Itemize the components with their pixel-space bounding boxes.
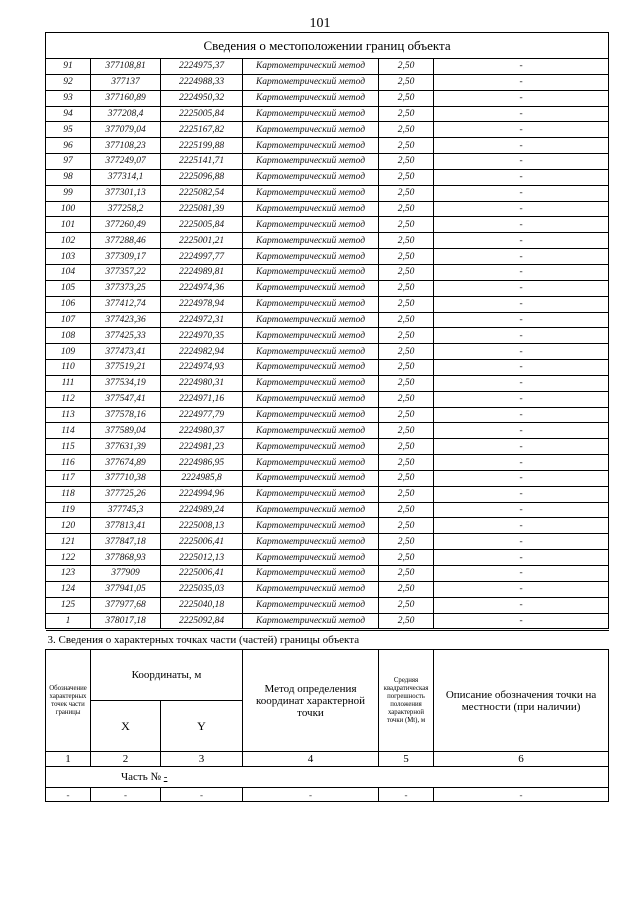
point-number: 106 — [46, 296, 91, 312]
description-cell: - — [434, 407, 609, 423]
coord-x: 377258,2 — [91, 201, 161, 217]
method-cell: Картометрический метод — [243, 217, 379, 233]
coord-x: 377309,17 — [91, 249, 161, 265]
method-cell: Картометрический метод — [243, 360, 379, 376]
table-row — [46, 312, 609, 328]
description-cell: - — [434, 249, 609, 265]
method-cell: Картометрический метод — [243, 138, 379, 154]
accuracy-cell: 2,50 — [379, 185, 434, 201]
coord-x: 377373,25 — [91, 280, 161, 296]
description-cell: - — [434, 312, 609, 328]
description-cell: - — [434, 470, 609, 486]
dash-cell: - — [379, 788, 434, 802]
coord-y: 2225012,13 — [161, 550, 243, 566]
accuracy-cell: 2,50 — [379, 169, 434, 185]
point-number: 97 — [46, 154, 91, 170]
section3-table — [45, 630, 609, 802]
table-row — [46, 185, 609, 201]
coord-y: 2225141,71 — [161, 154, 243, 170]
description-cell: - — [434, 360, 609, 376]
method-cell: Картометрический метод — [243, 391, 379, 407]
description-cell: - — [434, 59, 609, 75]
method-cell: Картометрический метод — [243, 439, 379, 455]
point-number: 100 — [46, 201, 91, 217]
table-row — [46, 296, 609, 312]
coord-x: 377473,41 — [91, 344, 161, 360]
table-row — [46, 344, 609, 360]
part-value: - — [163, 771, 168, 783]
description-cell: - — [434, 280, 609, 296]
table-row — [46, 470, 609, 486]
accuracy-cell: 2,50 — [379, 154, 434, 170]
point-number: 93 — [46, 90, 91, 106]
description-cell: - — [434, 613, 609, 629]
coord-x: 377589,04 — [91, 423, 161, 439]
coord-y: 2224981,23 — [161, 439, 243, 455]
point-number: 116 — [46, 455, 91, 471]
col-coords-header: Координаты, м — [91, 650, 243, 701]
point-number: 123 — [46, 566, 91, 582]
col-num-1: 1 — [46, 752, 91, 767]
coord-x: 377941,05 — [91, 581, 161, 597]
point-number: 108 — [46, 328, 91, 344]
point-number: 121 — [46, 534, 91, 550]
method-cell: Картометрический метод — [243, 486, 379, 502]
method-cell: Картометрический метод — [243, 154, 379, 170]
accuracy-cell: 2,50 — [379, 138, 434, 154]
accuracy-cell: 2,50 — [379, 264, 434, 280]
accuracy-cell: 2,50 — [379, 360, 434, 376]
accuracy-cell: 2,50 — [379, 74, 434, 90]
table-row — [46, 138, 609, 154]
coord-x: 377745,3 — [91, 502, 161, 518]
coord-x: 377534,19 — [91, 375, 161, 391]
method-cell: Картометрический метод — [243, 296, 379, 312]
description-cell: - — [434, 154, 609, 170]
table-row — [46, 264, 609, 280]
coord-y: 2225082,54 — [161, 185, 243, 201]
coord-x: 377357,22 — [91, 264, 161, 280]
col-y-header: Y — [161, 701, 243, 752]
col-num-4: 4 — [243, 752, 379, 767]
description-cell: - — [434, 502, 609, 518]
method-cell: Картометрический метод — [243, 59, 379, 75]
description-cell: - — [434, 391, 609, 407]
col-method-header: Метод определения координат характерной точки — [243, 650, 379, 752]
table-row — [46, 90, 609, 106]
point-number: 1 — [46, 613, 91, 629]
coord-x: 377725,26 — [91, 486, 161, 502]
coord-y: 2224994,96 — [161, 486, 243, 502]
coord-x: 377412,74 — [91, 296, 161, 312]
method-cell: Картометрический метод — [243, 122, 379, 138]
col-desc-header: Описание обозначения точки на местности (при наличии) — [434, 650, 609, 752]
method-cell: Картометрический метод — [243, 407, 379, 423]
method-cell: Картометрический метод — [243, 344, 379, 360]
table-row — [46, 534, 609, 550]
coord-y: 2225199,88 — [161, 138, 243, 154]
accuracy-cell: 2,50 — [379, 233, 434, 249]
accuracy-cell: 2,50 — [379, 518, 434, 534]
point-number: 113 — [46, 407, 91, 423]
point-number: 102 — [46, 233, 91, 249]
description-cell: - — [434, 122, 609, 138]
table-row — [46, 407, 609, 423]
table-row — [46, 360, 609, 376]
method-cell: Картометрический метод — [243, 613, 379, 629]
dash-cell: - — [434, 788, 609, 802]
col-x-header: X — [91, 701, 161, 752]
table-row — [46, 455, 609, 471]
part-label: Часть № — [121, 771, 161, 783]
table-row — [46, 280, 609, 296]
description-cell: - — [434, 328, 609, 344]
coord-y: 2224978,94 — [161, 296, 243, 312]
method-cell: Картометрический метод — [243, 581, 379, 597]
table-row — [46, 581, 609, 597]
coord-x: 377710,38 — [91, 470, 161, 486]
accuracy-cell: 2,50 — [379, 566, 434, 582]
accuracy-cell: 2,50 — [379, 502, 434, 518]
table-row — [46, 201, 609, 217]
method-cell: Картометрический метод — [243, 280, 379, 296]
accuracy-cell: 2,50 — [379, 122, 434, 138]
method-cell: Картометрический метод — [243, 90, 379, 106]
accuracy-cell: 2,50 — [379, 59, 434, 75]
coord-y: 2224982,94 — [161, 344, 243, 360]
description-cell: - — [434, 264, 609, 280]
point-number: 119 — [46, 502, 91, 518]
table-row — [46, 122, 609, 138]
col-num-5: 5 — [379, 752, 434, 767]
table-row — [46, 597, 609, 613]
coord-y: 2224986,95 — [161, 455, 243, 471]
method-cell: Картометрический метод — [243, 423, 379, 439]
accuracy-cell: 2,50 — [379, 328, 434, 344]
col-mt-header: Средняя квадратическая погрешность положения характерной точки (Mt), м — [379, 650, 434, 752]
description-cell: - — [434, 550, 609, 566]
coord-x: 377423,36 — [91, 312, 161, 328]
description-cell: - — [434, 233, 609, 249]
description-cell: - — [434, 375, 609, 391]
coord-x: 377314,1 — [91, 169, 161, 185]
coord-x: 377108,23 — [91, 138, 161, 154]
coord-y: 2224974,36 — [161, 280, 243, 296]
method-cell: Картометрический метод — [243, 328, 379, 344]
accuracy-cell: 2,50 — [379, 439, 434, 455]
coord-y: 2224997,77 — [161, 249, 243, 265]
coord-y: 2225167,82 — [161, 122, 243, 138]
col-point-header: Обозначение характерных точек части границы — [46, 650, 91, 752]
method-cell: Картометрический метод — [243, 455, 379, 471]
description-cell: - — [434, 566, 609, 582]
coord-y: 2225008,13 — [161, 518, 243, 534]
point-number: 101 — [46, 217, 91, 233]
table-header: Сведения о местоположении границ объекта — [46, 33, 609, 59]
coord-y: 2225006,41 — [161, 566, 243, 582]
point-number: 118 — [46, 486, 91, 502]
point-number: 107 — [46, 312, 91, 328]
accuracy-cell: 2,50 — [379, 344, 434, 360]
coord-x: 377108,81 — [91, 59, 161, 75]
description-cell: - — [434, 534, 609, 550]
table-row — [46, 233, 609, 249]
description-cell: - — [434, 201, 609, 217]
table-row — [46, 74, 609, 90]
accuracy-cell: 2,50 — [379, 423, 434, 439]
description-cell: - — [434, 518, 609, 534]
table-row — [46, 518, 609, 534]
point-number: 99 — [46, 185, 91, 201]
table-row — [46, 217, 609, 233]
point-number: 92 — [46, 74, 91, 90]
point-number: 109 — [46, 344, 91, 360]
description-cell: - — [434, 439, 609, 455]
coord-y: 2224977,79 — [161, 407, 243, 423]
coord-y: 2224980,31 — [161, 375, 243, 391]
coord-y: 2224989,24 — [161, 502, 243, 518]
coord-y: 2225092,84 — [161, 613, 243, 629]
part-row — [46, 767, 609, 788]
coord-y: 2225035,03 — [161, 581, 243, 597]
description-cell: - — [434, 74, 609, 90]
coord-y: 2224950,32 — [161, 90, 243, 106]
coord-x: 378017,18 — [91, 613, 161, 629]
accuracy-cell: 2,50 — [379, 391, 434, 407]
table-row — [46, 439, 609, 455]
accuracy-cell: 2,50 — [379, 296, 434, 312]
point-number: 98 — [46, 169, 91, 185]
coord-y: 2225006,41 — [161, 534, 243, 550]
description-cell: - — [434, 106, 609, 122]
coord-x: 377301,13 — [91, 185, 161, 201]
accuracy-cell: 2,50 — [379, 550, 434, 566]
method-cell: Картометрический метод — [243, 566, 379, 582]
point-number: 91 — [46, 59, 91, 75]
coord-x: 377249,07 — [91, 154, 161, 170]
accuracy-cell: 2,50 — [379, 375, 434, 391]
method-cell: Картометрический метод — [243, 470, 379, 486]
page-number: 101 — [309, 16, 331, 31]
coord-x: 377847,18 — [91, 534, 161, 550]
point-number: 96 — [46, 138, 91, 154]
table-row — [46, 249, 609, 265]
accuracy-cell: 2,50 — [379, 280, 434, 296]
method-cell: Картометрический метод — [243, 534, 379, 550]
method-cell: Картометрический метод — [243, 518, 379, 534]
coord-y: 2224975,37 — [161, 59, 243, 75]
table-row — [46, 566, 609, 582]
coord-y: 2224971,16 — [161, 391, 243, 407]
method-cell: Картометрический метод — [243, 264, 379, 280]
coord-y: 2225001,21 — [161, 233, 243, 249]
col-num-3: 3 — [161, 752, 243, 767]
accuracy-cell: 2,50 — [379, 249, 434, 265]
coord-y: 2225005,84 — [161, 217, 243, 233]
coord-y: 2224970,35 — [161, 328, 243, 344]
table-row — [46, 328, 609, 344]
coord-x: 377631,39 — [91, 439, 161, 455]
point-number: 124 — [46, 581, 91, 597]
description-cell: - — [434, 581, 609, 597]
col-num-2: 2 — [91, 752, 161, 767]
description-cell: - — [434, 423, 609, 439]
method-cell: Картометрический метод — [243, 106, 379, 122]
table-row — [46, 502, 609, 518]
coord-x: 377813,41 — [91, 518, 161, 534]
dash-cell: - — [243, 788, 379, 802]
point-number: 114 — [46, 423, 91, 439]
coord-x: 377137 — [91, 74, 161, 90]
coord-x: 377519,21 — [91, 360, 161, 376]
method-cell: Картометрический метод — [243, 502, 379, 518]
point-number: 112 — [46, 391, 91, 407]
coord-y: 2225005,84 — [161, 106, 243, 122]
table-row — [46, 486, 609, 502]
point-number: 111 — [46, 375, 91, 391]
table-row — [46, 106, 609, 122]
method-cell: Картометрический метод — [243, 375, 379, 391]
coord-x: 377977,68 — [91, 597, 161, 613]
description-cell: - — [434, 185, 609, 201]
accuracy-cell: 2,50 — [379, 613, 434, 629]
coord-x: 377260,49 — [91, 217, 161, 233]
table-row — [46, 423, 609, 439]
accuracy-cell: 2,50 — [379, 534, 434, 550]
accuracy-cell: 2,50 — [379, 201, 434, 217]
table-row — [46, 59, 609, 75]
boundary-table — [45, 32, 609, 629]
description-cell: - — [434, 296, 609, 312]
method-cell: Картометрический метод — [243, 233, 379, 249]
coord-x: 377208,4 — [91, 106, 161, 122]
section3-title: 3. Сведения о характерных точках части (частей) границы объекта — [46, 631, 609, 650]
accuracy-cell: 2,50 — [379, 597, 434, 613]
coord-y: 2224980,37 — [161, 423, 243, 439]
accuracy-cell: 2,50 — [379, 217, 434, 233]
description-cell: - — [434, 217, 609, 233]
dash-cell: - — [91, 788, 161, 802]
coord-x: 377547,41 — [91, 391, 161, 407]
coord-y: 2225081,39 — [161, 201, 243, 217]
coord-x: 377909 — [91, 566, 161, 582]
point-number: 95 — [46, 122, 91, 138]
dash-cell: - — [161, 788, 243, 802]
coord-x: 377079,04 — [91, 122, 161, 138]
table-row — [46, 154, 609, 170]
coord-y: 2225040,18 — [161, 597, 243, 613]
point-number: 115 — [46, 439, 91, 455]
coord-y: 2224972,31 — [161, 312, 243, 328]
table-row — [46, 550, 609, 566]
point-number: 122 — [46, 550, 91, 566]
method-cell: Картометрический метод — [243, 597, 379, 613]
accuracy-cell: 2,50 — [379, 486, 434, 502]
point-number: 94 — [46, 106, 91, 122]
description-cell: - — [434, 344, 609, 360]
coord-x: 377425,33 — [91, 328, 161, 344]
accuracy-cell: 2,50 — [379, 90, 434, 106]
point-number: 105 — [46, 280, 91, 296]
accuracy-cell: 2,50 — [379, 312, 434, 328]
description-cell: - — [434, 138, 609, 154]
method-cell: Картометрический метод — [243, 550, 379, 566]
accuracy-cell: 2,50 — [379, 407, 434, 423]
accuracy-cell: 2,50 — [379, 455, 434, 471]
coord-y: 2224988,33 — [161, 74, 243, 90]
point-number: 110 — [46, 360, 91, 376]
coord-x: 377868,93 — [91, 550, 161, 566]
table-row — [46, 613, 609, 629]
method-cell: Картометрический метод — [243, 169, 379, 185]
point-number: 125 — [46, 597, 91, 613]
description-cell: - — [434, 169, 609, 185]
method-cell: Картометрический метод — [243, 185, 379, 201]
col-num-6: 6 — [434, 752, 609, 767]
coord-x: 377288,46 — [91, 233, 161, 249]
method-cell: Картометрический метод — [243, 74, 379, 90]
point-number: 103 — [46, 249, 91, 265]
method-cell: Картометрический метод — [243, 201, 379, 217]
description-cell: - — [434, 455, 609, 471]
description-cell: - — [434, 486, 609, 502]
method-cell: Картометрический метод — [243, 312, 379, 328]
table-row — [46, 169, 609, 185]
coord-y: 2224974,93 — [161, 360, 243, 376]
accuracy-cell: 2,50 — [379, 470, 434, 486]
accuracy-cell: 2,50 — [379, 106, 434, 122]
point-number: 117 — [46, 470, 91, 486]
coord-y: 2224985,8 — [161, 470, 243, 486]
method-cell: Картометрический метод — [243, 249, 379, 265]
accuracy-cell: 2,50 — [379, 581, 434, 597]
description-cell: - — [434, 597, 609, 613]
description-cell: - — [434, 90, 609, 106]
coord-x: 377578,16 — [91, 407, 161, 423]
point-number: 120 — [46, 518, 91, 534]
coord-x: 377160,89 — [91, 90, 161, 106]
coord-y: 2224989,81 — [161, 264, 243, 280]
table-row — [46, 391, 609, 407]
dash-cell: - — [46, 788, 91, 802]
table-row — [46, 375, 609, 391]
coord-y: 2225096,88 — [161, 169, 243, 185]
coord-x: 377674,89 — [91, 455, 161, 471]
point-number: 104 — [46, 264, 91, 280]
